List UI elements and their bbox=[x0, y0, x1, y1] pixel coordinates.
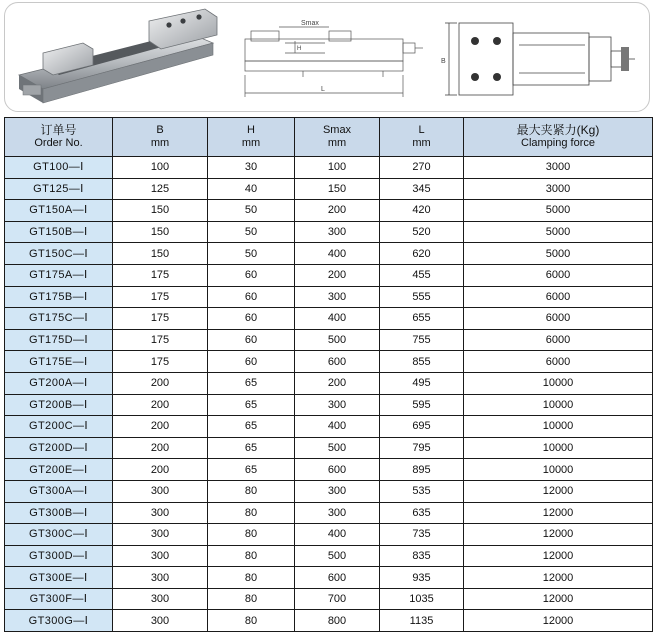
b-cell: 150 bbox=[113, 243, 208, 265]
l-header-label: L bbox=[418, 124, 425, 136]
order-no-cell: GT175A—Ⅰ bbox=[5, 264, 113, 286]
l-header-unit: mm bbox=[412, 137, 431, 149]
h-cell: 80 bbox=[208, 567, 295, 589]
h-cell: 65 bbox=[208, 394, 295, 416]
b-cell: 200 bbox=[113, 372, 208, 394]
order-no-cell: GT300E—Ⅰ bbox=[5, 567, 113, 589]
table-row bbox=[5, 502, 653, 524]
clamping-force-cell: 12000 bbox=[464, 502, 653, 524]
clamping-force-cell: 6000 bbox=[464, 351, 653, 373]
h-header-label: H bbox=[247, 124, 255, 136]
order-no-cell: GT175E—Ⅰ bbox=[5, 351, 113, 373]
clamping-force-cell: 12000 bbox=[464, 545, 653, 567]
table-row bbox=[5, 351, 653, 373]
spec-table-body bbox=[5, 157, 653, 632]
h-cell: 80 bbox=[208, 502, 295, 524]
clamping-force-header bbox=[464, 118, 653, 157]
clamping-force-cell: 10000 bbox=[464, 437, 653, 459]
l-cell: 455 bbox=[380, 264, 464, 286]
order-no-cell: GT175B—Ⅰ bbox=[5, 286, 113, 308]
table-row bbox=[5, 221, 653, 243]
smax-cell: 300 bbox=[295, 221, 380, 243]
b-cell: 200 bbox=[113, 416, 208, 438]
l-header bbox=[380, 118, 464, 157]
smax-cell: 300 bbox=[295, 394, 380, 416]
order-no-cell: GT200E—Ⅰ bbox=[5, 459, 113, 481]
table-row bbox=[5, 286, 653, 308]
smax-cell: 500 bbox=[295, 437, 380, 459]
table-row bbox=[5, 545, 653, 567]
h-cell: 80 bbox=[208, 588, 295, 610]
h-cell: 65 bbox=[208, 416, 295, 438]
order-no-cell: GT300F—Ⅰ bbox=[5, 588, 113, 610]
b-cell: 100 bbox=[113, 157, 208, 179]
b-cell: 175 bbox=[113, 264, 208, 286]
b-cell: 200 bbox=[113, 459, 208, 481]
clamping-force-cell: 10000 bbox=[464, 372, 653, 394]
l-cell: 1035 bbox=[380, 588, 464, 610]
h-cell: 30 bbox=[208, 157, 295, 179]
order-no-cell: GT100—Ⅰ bbox=[5, 157, 113, 179]
h-cell: 80 bbox=[208, 545, 295, 567]
smax-cell: 600 bbox=[295, 351, 380, 373]
clamping-force-cell: 10000 bbox=[464, 459, 653, 481]
b-cell: 175 bbox=[113, 286, 208, 308]
smax-label: Smax bbox=[301, 20, 319, 27]
l-cell: 655 bbox=[380, 308, 464, 330]
b-cell: 300 bbox=[113, 610, 208, 632]
clamping-force-cell: 12000 bbox=[464, 524, 653, 546]
b-cell: 300 bbox=[113, 524, 208, 546]
clamping-force-cell: 12000 bbox=[464, 567, 653, 589]
b-cell: 300 bbox=[113, 502, 208, 524]
h-header bbox=[208, 118, 295, 157]
order-no-cell: GT300C—Ⅰ bbox=[5, 524, 113, 546]
clamping-force-cell: 3000 bbox=[464, 157, 653, 179]
clamping-force-cell: 6000 bbox=[464, 329, 653, 351]
smax-header-label: Smax bbox=[322, 124, 352, 136]
order-no-header-en: Order No. bbox=[34, 137, 83, 149]
smax-cell: 500 bbox=[295, 545, 380, 567]
h-cell: 65 bbox=[208, 437, 295, 459]
smax-cell: 300 bbox=[295, 502, 380, 524]
table-row bbox=[5, 524, 653, 546]
clamping-force-header-en: Clamping force bbox=[521, 137, 595, 149]
order-no-cell: GT125—Ⅰ bbox=[5, 178, 113, 200]
l-cell: 595 bbox=[380, 394, 464, 416]
b-header-label: B bbox=[156, 124, 164, 136]
h-cell: 60 bbox=[208, 351, 295, 373]
h-cell: 50 bbox=[208, 243, 295, 265]
h-cell: 60 bbox=[208, 329, 295, 351]
b-cell: 200 bbox=[113, 437, 208, 459]
vise-top-drawing bbox=[435, 9, 641, 107]
b-cell: 175 bbox=[113, 351, 208, 373]
l-cell: 270 bbox=[380, 157, 464, 179]
order-no-cell: GT150B—Ⅰ bbox=[5, 221, 113, 243]
l-cell: 735 bbox=[380, 524, 464, 546]
h-cell: 40 bbox=[208, 178, 295, 200]
table-row bbox=[5, 243, 653, 265]
order-no-cell: GT200C—Ⅰ bbox=[5, 416, 113, 438]
table-row bbox=[5, 372, 653, 394]
smax-cell: 200 bbox=[295, 200, 380, 222]
table-row bbox=[5, 394, 653, 416]
product-banner bbox=[4, 2, 650, 112]
l-cell: 620 bbox=[380, 243, 464, 265]
smax-cell: 700 bbox=[295, 588, 380, 610]
l-cell: 1135 bbox=[380, 610, 464, 632]
b-cell: 150 bbox=[113, 200, 208, 222]
l-cell: 345 bbox=[380, 178, 464, 200]
smax-cell: 400 bbox=[295, 524, 380, 546]
order-no-cell: GT200A—Ⅰ bbox=[5, 372, 113, 394]
b-label: B bbox=[441, 58, 446, 65]
l-cell: 555 bbox=[380, 286, 464, 308]
vise-photo bbox=[9, 5, 223, 109]
clamping-force-cell: 5000 bbox=[464, 200, 653, 222]
order-no-cell: GT175C—Ⅰ bbox=[5, 308, 113, 330]
h-cell: 80 bbox=[208, 524, 295, 546]
smax-cell: 200 bbox=[295, 264, 380, 286]
smax-header-unit: mm bbox=[327, 137, 347, 149]
order-no-cell: GT300A—Ⅰ bbox=[5, 480, 113, 502]
h-cell: 60 bbox=[208, 264, 295, 286]
b-header bbox=[113, 118, 208, 157]
clamping-force-cell: 10000 bbox=[464, 394, 653, 416]
table-row bbox=[5, 480, 653, 502]
b-cell: 300 bbox=[113, 545, 208, 567]
table-row bbox=[5, 437, 653, 459]
l-label: L bbox=[321, 86, 325, 93]
smax-cell: 400 bbox=[295, 416, 380, 438]
h-cell: 60 bbox=[208, 286, 295, 308]
smax-cell: 300 bbox=[295, 480, 380, 502]
clamping-force-cell: 10000 bbox=[464, 416, 653, 438]
h-cell: 65 bbox=[208, 372, 295, 394]
spec-table bbox=[4, 117, 653, 632]
b-header-unit: mm bbox=[150, 137, 170, 149]
l-cell: 635 bbox=[380, 502, 464, 524]
b-cell: 175 bbox=[113, 329, 208, 351]
b-cell: 300 bbox=[113, 480, 208, 502]
clamping-force-cell: 12000 bbox=[464, 480, 653, 502]
table-row bbox=[5, 178, 653, 200]
table-row bbox=[5, 588, 653, 610]
order-no-header-cn: 订单号 bbox=[40, 123, 77, 137]
clamping-force-cell: 12000 bbox=[464, 610, 653, 632]
table-row bbox=[5, 329, 653, 351]
clamping-force-cell: 3000 bbox=[464, 178, 653, 200]
l-cell: 695 bbox=[380, 416, 464, 438]
l-cell: 520 bbox=[380, 221, 464, 243]
b-cell: 150 bbox=[113, 221, 208, 243]
table-row bbox=[5, 157, 653, 179]
l-cell: 755 bbox=[380, 329, 464, 351]
smax-cell: 600 bbox=[295, 567, 380, 589]
l-cell: 835 bbox=[380, 545, 464, 567]
l-cell: 855 bbox=[380, 351, 464, 373]
h-header-unit: mm bbox=[241, 137, 261, 149]
smax-cell: 400 bbox=[295, 243, 380, 265]
table-row bbox=[5, 567, 653, 589]
smax-cell: 200 bbox=[295, 372, 380, 394]
table-row bbox=[5, 200, 653, 222]
clamping-force-cell: 6000 bbox=[464, 286, 653, 308]
b-cell: 300 bbox=[113, 567, 208, 589]
table-row bbox=[5, 416, 653, 438]
table-header-row bbox=[5, 118, 653, 157]
order-no-cell: GT150A—Ⅰ bbox=[5, 200, 113, 222]
b-cell: 125 bbox=[113, 178, 208, 200]
h-cell: 50 bbox=[208, 221, 295, 243]
l-cell: 535 bbox=[380, 480, 464, 502]
l-cell: 935 bbox=[380, 567, 464, 589]
h-cell: 65 bbox=[208, 459, 295, 481]
clamping-force-cell: 6000 bbox=[464, 308, 653, 330]
clamping-force-cell: 6000 bbox=[464, 264, 653, 286]
h-cell: 80 bbox=[208, 480, 295, 502]
order-no-header bbox=[5, 118, 113, 157]
clamping-force-cell: 5000 bbox=[464, 221, 653, 243]
smax-cell: 400 bbox=[295, 308, 380, 330]
table-row bbox=[5, 459, 653, 481]
clamping-force-header-cn: 最大夹紧力(Kg) bbox=[516, 123, 600, 137]
h-cell: 80 bbox=[208, 610, 295, 632]
smax-cell: 600 bbox=[295, 459, 380, 481]
b-cell: 175 bbox=[113, 308, 208, 330]
smax-cell: 100 bbox=[295, 157, 380, 179]
vise-side-drawing bbox=[233, 13, 429, 105]
order-no-cell: GT175D—Ⅰ bbox=[5, 329, 113, 351]
l-cell: 895 bbox=[380, 459, 464, 481]
l-cell: 495 bbox=[380, 372, 464, 394]
h-label: H bbox=[297, 46, 302, 52]
smax-cell: 800 bbox=[295, 610, 380, 632]
clamping-force-cell: 5000 bbox=[464, 243, 653, 265]
table-row bbox=[5, 610, 653, 632]
smax-header bbox=[295, 118, 380, 157]
l-cell: 420 bbox=[380, 200, 464, 222]
clamping-force-cell: 12000 bbox=[464, 588, 653, 610]
order-no-cell: GT300D—Ⅰ bbox=[5, 545, 113, 567]
order-no-cell: GT200D—Ⅰ bbox=[5, 437, 113, 459]
b-cell: 300 bbox=[113, 588, 208, 610]
smax-cell: 300 bbox=[295, 286, 380, 308]
h-cell: 50 bbox=[208, 200, 295, 222]
order-no-cell: GT200B—Ⅰ bbox=[5, 394, 113, 416]
order-no-cell: GT300G—Ⅰ bbox=[5, 610, 113, 632]
order-no-cell: GT150C—Ⅰ bbox=[5, 243, 113, 265]
table-row bbox=[5, 308, 653, 330]
table-row bbox=[5, 264, 653, 286]
h-cell: 60 bbox=[208, 308, 295, 330]
smax-cell: 150 bbox=[295, 178, 380, 200]
l-cell: 795 bbox=[380, 437, 464, 459]
b-cell: 200 bbox=[113, 394, 208, 416]
smax-cell: 500 bbox=[295, 329, 380, 351]
order-no-cell: GT300B—Ⅰ bbox=[5, 502, 113, 524]
